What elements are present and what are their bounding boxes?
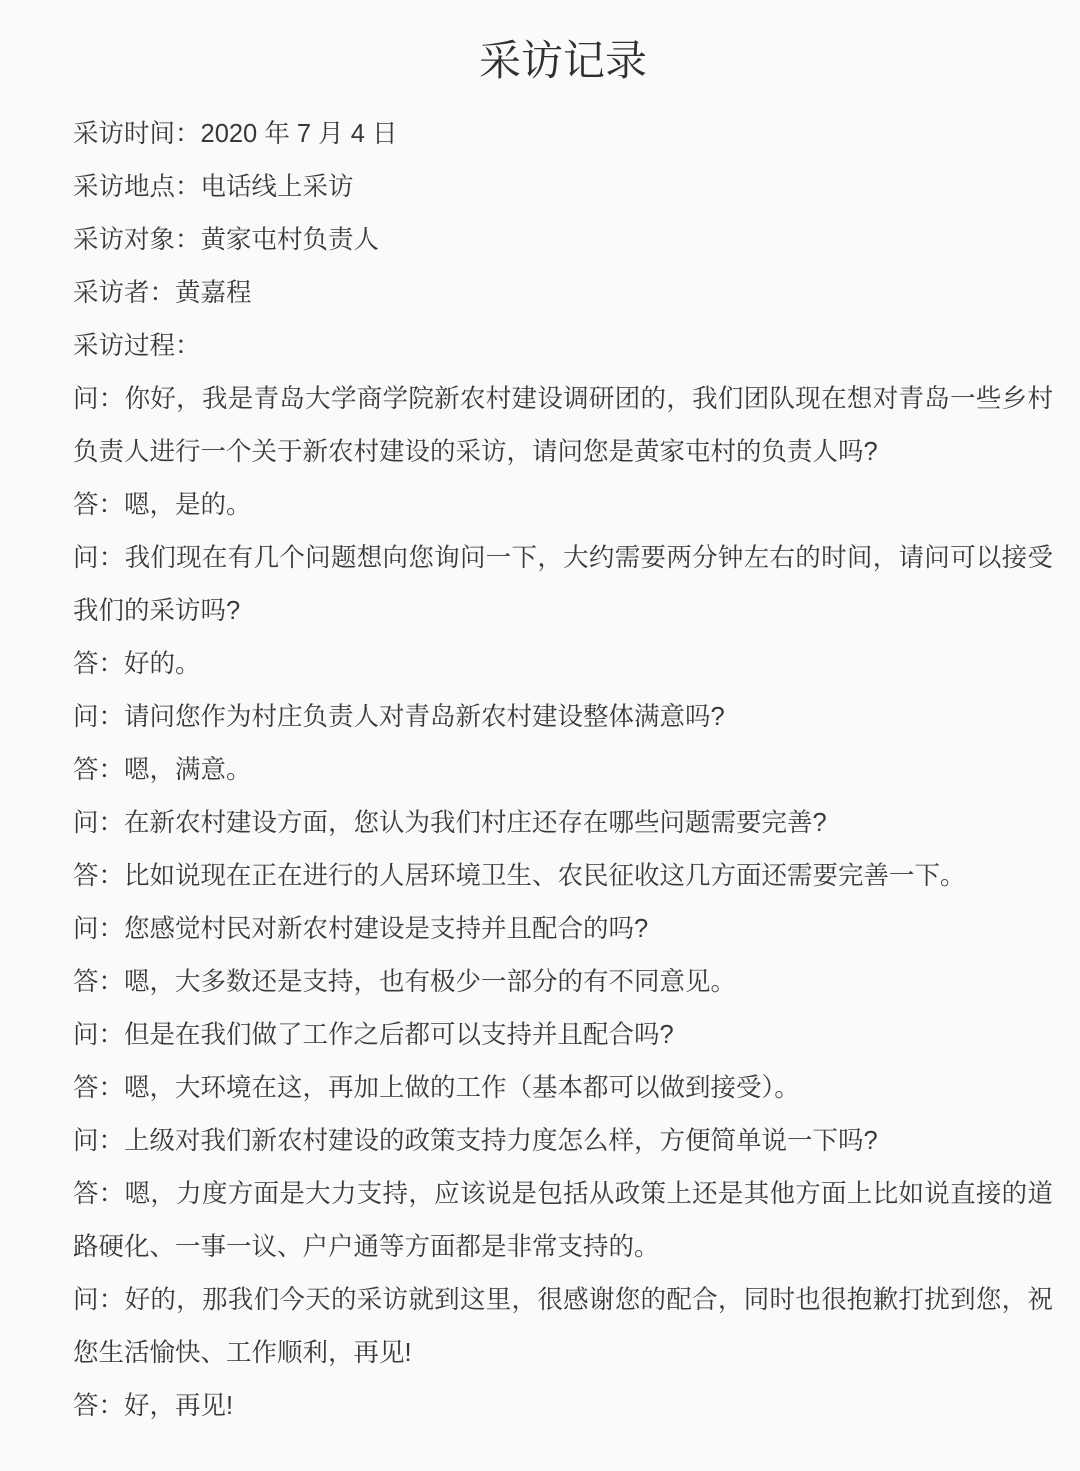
dialogue-question	[73, 1274, 1053, 1380]
meta-row-time	[73, 108, 1053, 161]
dialogue-question	[73, 373, 1053, 479]
dialogue-text: 嗯，大环境在这，再加上做的工作（基本都可以做到接受）。	[124, 1074, 800, 1102]
speaker-label: 问：	[73, 809, 125, 837]
speaker-label: 问：	[73, 1286, 125, 1314]
dialogue-text: 上级对我们新农村建设的政策支持力度怎么样，方便简单说一下吗?	[124, 1127, 878, 1155]
meta-label: 采访过程：	[73, 332, 201, 360]
dialogue-text: 但是在我们做了工作之后都可以支持并且配合吗?	[124, 1021, 674, 1049]
dialogue-text: 好的，那我们今天的采访就到这里，很感谢您的配合，同时也很抱歉打扰到您，祝您生活愉快、工作顺利，再见!	[73, 1286, 1053, 1367]
dialogue-question	[73, 903, 1053, 956]
dialogue-answer	[73, 1168, 1053, 1274]
dialogue-text: 好，再见!	[124, 1392, 234, 1420]
dialogue-text: 你好，我是青岛大学商学院新农村建设调研团的，我们团队现在想对青岛一些乡村负责人进行一个关于新农村建设的采访，请问您是黄家屯村的负责人吗?	[73, 385, 1053, 466]
dialogue-answer	[73, 744, 1053, 797]
meta-label: 采访时间：	[73, 120, 201, 148]
dialogue-answer	[73, 1380, 1053, 1433]
dialogue-text: 嗯，满意。	[124, 756, 252, 784]
meta-label: 采访地点：	[73, 173, 201, 201]
dialogue-answer	[73, 850, 1053, 903]
speaker-label: 答：	[73, 1392, 125, 1420]
meta-value: 电话线上采访	[200, 173, 354, 201]
dialogue-text: 嗯，大多数还是支持，也有极少一部分的有不同意见。	[124, 968, 737, 996]
speaker-label: 答：	[73, 862, 125, 890]
speaker-label: 问：	[73, 385, 125, 413]
dialogue-question	[73, 532, 1053, 638]
speaker-label: 问：	[73, 1127, 125, 1155]
dialogue-text: 我们现在有几个问题想向您询问一下，大约需要两分钟左右的时间，请问可以接受我们的采访吗?	[73, 544, 1053, 625]
dialogue-text: 嗯，是的。	[124, 491, 252, 519]
meta-value: 黄嘉程	[175, 279, 252, 307]
speaker-label: 答：	[73, 1074, 125, 1102]
dialogue-text: 在新农村建设方面，您认为我们村庄还存在哪些问题需要完善?	[124, 809, 827, 837]
meta-value: 2020 年 7 月 4 日	[200, 120, 398, 148]
dialogue-question	[73, 1009, 1053, 1062]
speaker-label: 问：	[73, 703, 125, 731]
speaker-label: 答：	[73, 1180, 125, 1208]
dialogue-answer	[73, 956, 1053, 1009]
meta-label: 采访者：	[73, 279, 176, 307]
speaker-label: 问：	[73, 544, 125, 572]
meta-row-process	[73, 320, 1053, 373]
document-title: 采访记录	[478, 37, 647, 84]
speaker-label: 问：	[73, 1021, 125, 1049]
meta-row-location	[73, 161, 1053, 214]
meta-row-interviewer	[73, 267, 1053, 320]
dialogue-answer	[73, 638, 1053, 691]
dialogue-text: 请问您作为村庄负责人对青岛新农村建设整体满意吗?	[124, 703, 725, 731]
dialogue-text: 您感觉村民对新农村建设是支持并且配合的吗?	[124, 915, 649, 943]
dialogue-question	[73, 691, 1053, 744]
meta-label: 采访对象：	[73, 226, 201, 254]
document-body	[73, 108, 1053, 1433]
speaker-label: 答：	[73, 968, 125, 996]
dialogue-answer	[73, 479, 1053, 532]
dialogue-text: 嗯，力度方面是大力支持，应该说是包括从政策上还是其他方面上比如说直接的道路硬化、一事一议、户户通等方面都是非常支持的。	[73, 1180, 1053, 1261]
speaker-label: 答：	[73, 756, 125, 784]
speaker-label: 答：	[73, 491, 125, 519]
dialogue-answer	[73, 1062, 1053, 1115]
meta-value: 黄家屯村负责人	[200, 226, 380, 254]
speaker-label: 答：	[73, 650, 125, 678]
dialogue-text: 好的。	[124, 650, 201, 678]
meta-row-interviewee	[73, 214, 1053, 267]
speaker-label: 问：	[73, 915, 125, 943]
dialogue-text: 比如说现在正在进行的人居环境卫生、农民征收这几方面还需要完善一下。	[124, 862, 966, 890]
dialogue-question	[73, 797, 1053, 850]
dialogue-question	[73, 1115, 1053, 1168]
